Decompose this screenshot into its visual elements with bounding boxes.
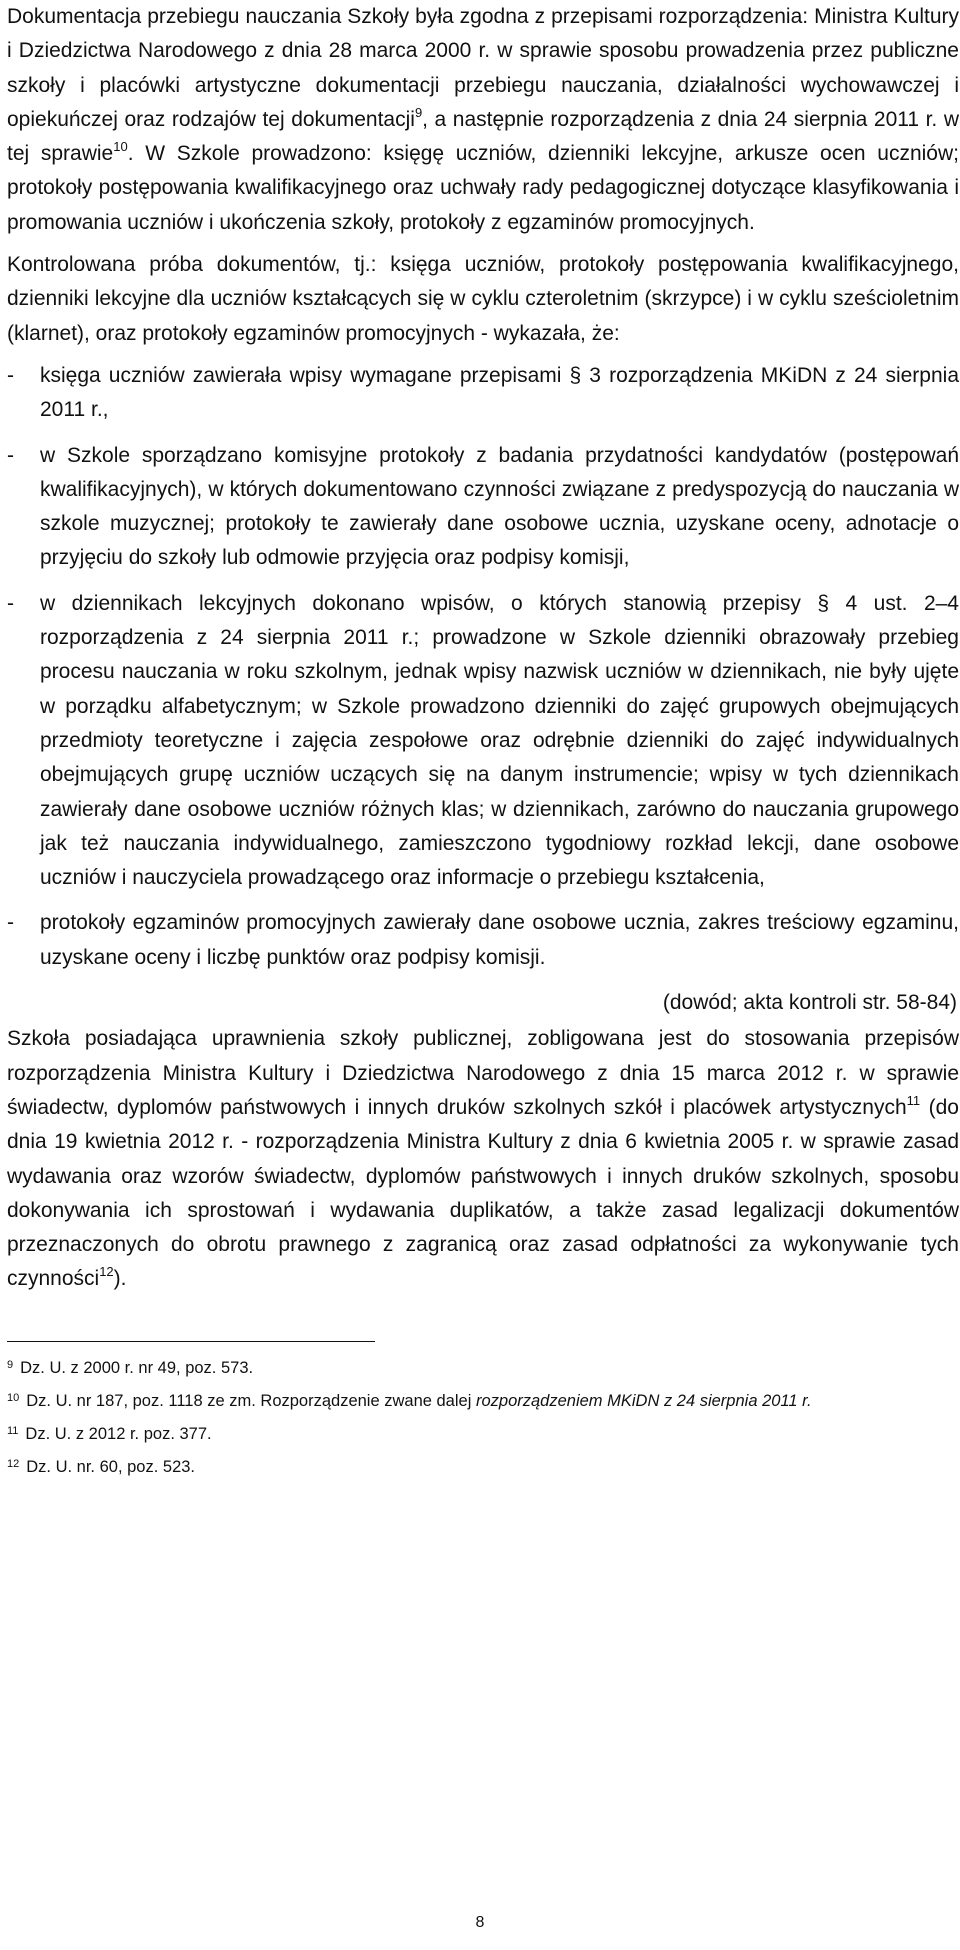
- footnote-number: 9: [7, 1358, 14, 1371]
- footnote-ref-9[interactable]: 9: [414, 104, 423, 120]
- certificates-paragraph: [7, 1022, 959, 1296]
- finding-text: w dziennikach lekcyjnych dokonano wpisów, o których stanowią przepisy § 4 ust. 2–4 rozporządzenia z 24 sierpnia 2011 r.; prowadzone w Szkole dzienniki obrazowały przebieg procesu nauczania w roku szkolnym, jednak wpisy nazwisk uczniów w dziennikach, nie były ujęte w porządku alfabetycznym; w Szkole prowadzono dzienniki do zajęć grupowych obejmujących przedmioty teoretyczne i zajęcia zespołowe oraz odrębnie dzienniki do zajęć indywidualnych obejmujących grupę uczniów uczących się na danym instrumencie; wpisy w tych dziennikach zawierały dane osobowe uczniów różnych klas; w dziennikach, zarówno do nauczania grupowego jak też nauczania indywidualnego, zamieszczono tygodniowy rozkład lekcji, dane osobowe uczniów i nauczyciela prowadzącego oraz informacje o przebiegu kształcenia,: [40, 591, 959, 890]
- list-dash: -: [7, 363, 14, 387]
- footnote-ref-11[interactable]: 11: [906, 1092, 921, 1108]
- footnote-italic-text: rozporządzeniem MKiDN z 24 sierpnia 2011 r.: [475, 1391, 812, 1410]
- findings-list: [7, 359, 959, 975]
- footnote-text: Dz. U. z 2012 r. poz. 377.: [25, 1424, 212, 1443]
- footnote-number: 10: [7, 1391, 20, 1404]
- list-dash: -: [7, 911, 14, 935]
- page-number: 8: [475, 1914, 485, 1931]
- footnote-text: Dz. U. nr 187, poz. 1118 ze zm. Rozporządzenie zwane dalej: [26, 1391, 476, 1410]
- footnote-divider: [7, 1341, 375, 1342]
- footnote-9: [7, 1356, 959, 1383]
- footnote-12: [7, 1455, 959, 1482]
- finding-item: [7, 587, 959, 896]
- finding-item: [7, 906, 959, 975]
- footnote-text: Dz. U. z 2000 r. nr 49, poz. 573.: [20, 1358, 254, 1377]
- footnote-number: 11: [7, 1424, 19, 1437]
- intro-text-1: Dokumentacja przebiegu nauczania Szkoły była zgodna z przepisami rozporządzenia: Ministra Kultury i Dziedzictwa Narodowego z dnia 28 marca 2000 r. w sprawie sposobu prowadzenia przez publiczne szkoły i placówki artystyczne dokumentacji przebiegu nauczania, działalności wychowawczej i opiekuńczej oraz rodzajów tej dokumentacji: [7, 5, 959, 131]
- certificates-text-1: Szkoła posiadająca uprawnienia szkoły publicznej, zobligowana jest do stosowania przepisów rozporządzenia Ministra Kultury i Dziedzictwa Narodowego z dnia 15 marca 2012 r. w sprawie świadectw, dyplomów państwowych i innych druków szkolnych szkół i placówek artystycznych: [7, 1027, 959, 1119]
- evidence-reference: (dowód; akta kontroli str. 58-84): [662, 991, 957, 1015]
- document-page: [7, 0, 959, 1488]
- footnotes: [7, 1356, 959, 1482]
- finding-item: [7, 359, 959, 428]
- footnote-10: [7, 1389, 959, 1416]
- intro-text-3: . W Szkole prowadzono: księgę uczniów, dzienniki lekcyjne, arkusze ocen uczniów; protokoły postępowania kwalifikacyjnego oraz uchwały rady pedagogicznej dotyczące klasyfikowania i promowania uczniów i ukończenia szkoły, protokoły z egzaminów promocyjnych.: [7, 142, 959, 234]
- footnote-ref-12[interactable]: 12: [99, 1264, 114, 1280]
- finding-text: księga uczniów zawierała wpisy wymagane przepisami § 3 rozporządzenia MKiDN z 24 sierpnia 2011 r.,: [40, 363, 959, 422]
- list-dash: -: [7, 443, 14, 467]
- intro-paragraph: [7, 0, 959, 240]
- finding-text: w Szkole sporządzano komisyjne protokoły z badania przydatności kandydatów (postępowań kwalifikacyjnych), w których dokumentowano czynności związane z predyspozycją do nauczania w szkole muzycznej; protokoły te zawierały dane osobowe ucznia, uzyskane oceny, adnotacje o przyjęciu do szkoły lub odmowie przyjęcia oraz podpisy komisji,: [40, 443, 959, 570]
- control-text: Kontrolowana próba dokumentów, tj.: księga uczniów, protokoły postępowania kwalifikacyjnego, dzienniki lekcyjne dla uczniów kształcących się w cyklu czteroletnim (skrzypce) i w cyklu sześcioletnim (klarnet), oraz protokoły egzaminów promocyjnych - wykazała, że:: [7, 253, 959, 345]
- finding-item: [7, 439, 959, 576]
- footnote-number: 12: [7, 1457, 20, 1470]
- footnote-text: Dz. U. nr. 60, poz. 523.: [26, 1457, 196, 1476]
- certificates-text-3: ).: [113, 1267, 127, 1291]
- control-paragraph: [7, 248, 959, 351]
- list-dash: -: [7, 591, 14, 615]
- certificates-text-2: (do dnia 19 kwietnia 2012 r. - rozporządzenia Ministra Kultury z dnia 6 kwietnia 2005 r. w sprawie zasad wydawania oraz wzorów świadectw, dyplomów państwowych i innych druków szkolnych, sposobu dokonywania ich sprostowań i wydawania duplikatów, a także zasad legalizacji dokumentów przeznaczonych do obrotu prawnego z zagranicą oraz zasad odpłatności za wykonywanie tych czynności: [7, 1095, 959, 1291]
- finding-text: protokoły egzaminów promocyjnych zawierały dane osobowe ucznia, zakres treściowy egzaminu, uzyskane oceny i liczbę punktów oraz podpisy komisji.: [40, 911, 959, 969]
- intro-text-2: , a następnie rozporządzenia z dnia 24 sierpnia 2011 r. w tej sprawie: [7, 107, 959, 166]
- footnote-ref-10[interactable]: 10: [113, 139, 128, 155]
- footnote-11: [7, 1422, 959, 1449]
